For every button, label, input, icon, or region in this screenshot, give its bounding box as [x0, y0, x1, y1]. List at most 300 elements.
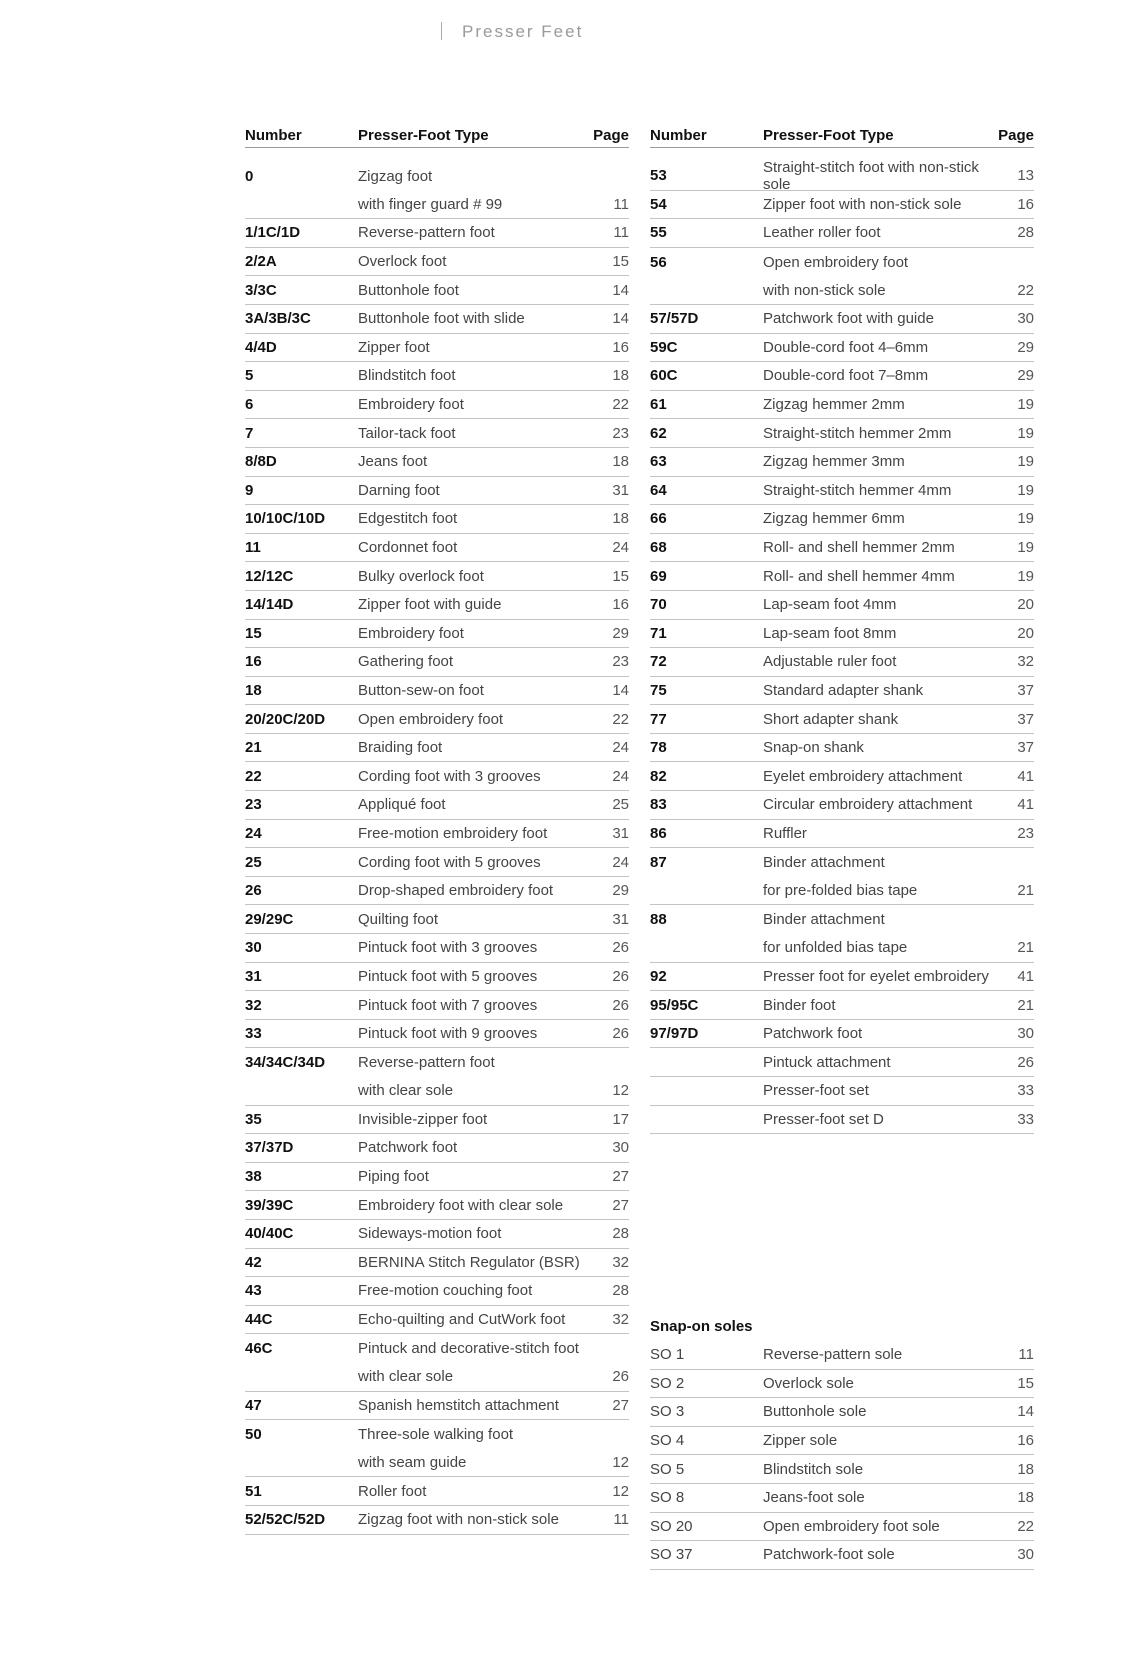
- foot-type: Reverse-pattern foot: [358, 224, 495, 242]
- page-number: 41: [1017, 767, 1034, 785]
- foot-type: Straight-stitch hemmer 4mm: [763, 481, 952, 499]
- table-row: [245, 248, 629, 277]
- header-page: Page: [593, 127, 629, 144]
- foot-type: with non-stick sole: [763, 281, 886, 299]
- foot-type: Pintuck foot with 9 grooves: [358, 1025, 538, 1043]
- foot-number: 21: [245, 739, 262, 757]
- page-number: 26: [612, 967, 629, 985]
- table-row: [650, 820, 1034, 849]
- foot-number: SO 2: [650, 1374, 685, 1392]
- page-number: 19: [1017, 424, 1034, 442]
- foot-type: Short adapter shank: [763, 710, 899, 728]
- page-number: 14: [612, 681, 629, 699]
- table-row: [245, 1306, 629, 1335]
- table-row: [650, 705, 1034, 734]
- foot-type: Standard adapter shank: [763, 681, 924, 699]
- page-number: 28: [612, 1282, 629, 1300]
- foot-type: Zipper sole: [763, 1432, 838, 1450]
- page-number: 11: [613, 195, 629, 213]
- page-number: 15: [612, 567, 629, 585]
- page-number: 32: [612, 1311, 629, 1329]
- table-row: [650, 762, 1034, 791]
- page-number: 24: [612, 739, 629, 757]
- foot-type: Bulky overlock foot: [358, 567, 484, 585]
- table-row: [650, 1455, 1034, 1484]
- page-number: 21: [1017, 939, 1034, 957]
- foot-type: Circular embroidery attachment: [763, 796, 973, 814]
- table-row: [650, 620, 1034, 649]
- table-row: [650, 1398, 1034, 1427]
- page-number: 11: [613, 1511, 629, 1529]
- table-row: [650, 448, 1034, 477]
- foot-type: Embroidery foot: [358, 396, 464, 414]
- page-title: Presser Feet: [462, 22, 584, 41]
- page-number: 19: [1017, 510, 1034, 528]
- foot-type: Pintuck foot with 7 grooves: [358, 996, 538, 1014]
- table-row: [245, 905, 629, 934]
- table-row: [650, 248, 1034, 277]
- foot-number: 32: [245, 996, 262, 1014]
- table-row: [650, 1541, 1034, 1570]
- foot-number: 47: [245, 1396, 262, 1414]
- page-number: 32: [1017, 653, 1034, 671]
- foot-number: 8/8D: [245, 453, 277, 471]
- foot-number: 11: [245, 539, 261, 557]
- page-number: 15: [612, 253, 629, 271]
- foot-number: 57/57D: [650, 310, 699, 328]
- table-row: [245, 391, 629, 420]
- page-number: 26: [612, 1025, 629, 1043]
- foot-type: Zigzag foot: [358, 167, 433, 185]
- foot-type: Presser-foot set D: [763, 1110, 884, 1128]
- foot-number: SO 5: [650, 1460, 685, 1478]
- foot-type: Open embroidery foot sole: [763, 1517, 940, 1535]
- foot-type: Overlock foot: [358, 253, 447, 271]
- foot-number: 68: [650, 539, 667, 557]
- page-number: 32: [612, 1253, 629, 1271]
- table-row: [245, 1506, 629, 1535]
- foot-number: SO 20: [650, 1517, 693, 1535]
- foot-number: 50: [245, 1425, 262, 1443]
- table-row: [245, 448, 629, 477]
- page-number: 14: [612, 281, 629, 299]
- page-number: 33: [1017, 1110, 1034, 1128]
- table-row: [245, 820, 629, 849]
- foot-number: 75: [650, 681, 667, 699]
- foot-type: Quilting foot: [358, 910, 439, 928]
- foot-number: 24: [245, 824, 262, 842]
- table-row: [245, 1048, 629, 1077]
- foot-number: 34/34C/34D: [245, 1054, 326, 1072]
- table-row: [245, 1449, 629, 1478]
- table-row: [245, 734, 629, 763]
- foot-type: with finger guard # 99: [358, 195, 503, 213]
- table-row: [650, 391, 1034, 420]
- foot-type: Straight-stitch hemmer 2mm: [763, 424, 952, 442]
- foot-type: Snap-on shank: [763, 739, 864, 757]
- table-row: [650, 877, 1034, 906]
- foot-number: 77: [650, 710, 667, 728]
- table-row: [245, 1163, 629, 1192]
- foot-type: Jeans-foot sole: [763, 1489, 865, 1507]
- foot-type: Darning foot: [358, 481, 440, 499]
- page-number: 17: [612, 1110, 629, 1128]
- page-number: 31: [612, 910, 629, 928]
- page-number: 19: [1017, 453, 1034, 471]
- table-row: [650, 1513, 1034, 1542]
- foot-type: Zipper foot with non-stick sole: [763, 195, 962, 213]
- page-number: 23: [612, 653, 629, 671]
- table-row: [650, 158, 1034, 193]
- foot-type: Jeans foot: [358, 453, 428, 471]
- foot-type: Straight-stitch foot with non-stick sole: [763, 158, 979, 193]
- foot-type: Tailor-tack foot: [358, 424, 456, 442]
- foot-number: 30: [245, 939, 262, 957]
- foot-type: with seam guide: [358, 1454, 467, 1472]
- table-body: [650, 158, 1034, 1134]
- foot-number: 1/1C/1D: [245, 224, 301, 242]
- foot-number: 38: [245, 1168, 262, 1186]
- foot-type: Roll- and shell hemmer 2mm: [763, 539, 955, 557]
- table-row: [245, 219, 629, 248]
- foot-type: Invisible-zipper foot: [358, 1110, 488, 1128]
- page-number: 24: [612, 539, 629, 557]
- table-row: [650, 419, 1034, 448]
- foot-type: BERNINA Stitch Regulator (BSR): [358, 1253, 580, 1271]
- table-row: [650, 1077, 1034, 1106]
- table-row: [650, 219, 1034, 248]
- page-number: 22: [612, 710, 629, 728]
- page-number: 19: [1017, 481, 1034, 499]
- foot-number: 51: [245, 1482, 262, 1500]
- page-number: 22: [1017, 281, 1034, 299]
- foot-number: 56: [650, 253, 667, 271]
- foot-number: 0: [245, 167, 254, 185]
- foot-number: 44C: [245, 1311, 273, 1329]
- foot-type: Cording foot with 5 grooves: [358, 853, 541, 871]
- page-number: 19: [1017, 567, 1034, 585]
- foot-type: Zigzag hemmer 3mm: [763, 453, 905, 471]
- table-column-left: [245, 120, 629, 1535]
- foot-type: Patchwork foot: [763, 1025, 863, 1043]
- foot-number: 88: [650, 911, 667, 929]
- foot-number: 40/40C: [245, 1225, 294, 1243]
- table-row: [650, 562, 1034, 591]
- header-divider: [441, 22, 442, 40]
- foot-type: Pintuck foot with 3 grooves: [358, 939, 538, 957]
- table-row: [245, 1077, 629, 1106]
- table-row: [245, 791, 629, 820]
- page-number: 20: [1017, 596, 1034, 614]
- foot-type: Leather roller foot: [763, 224, 881, 242]
- foot-number: 86: [650, 824, 667, 842]
- page-number: 29: [1017, 367, 1034, 385]
- foot-number: 70: [650, 596, 667, 614]
- table-row: [245, 477, 629, 506]
- foot-number: SO 4: [650, 1432, 685, 1450]
- foot-number: 33: [245, 1025, 262, 1043]
- foot-number: SO 3: [650, 1403, 685, 1421]
- foot-number: 61: [650, 396, 667, 414]
- foot-type: Double-cord foot 4–6mm: [763, 338, 929, 356]
- table-row: [650, 276, 1034, 305]
- foot-number: 6: [245, 396, 254, 414]
- page-number: 16: [612, 338, 629, 356]
- foot-number: 7: [245, 424, 254, 442]
- table-row: [650, 1341, 1034, 1370]
- table-row: [245, 1191, 629, 1220]
- page-number: 13: [1017, 167, 1034, 185]
- foot-type: Spanish hemstitch attachment: [358, 1396, 559, 1414]
- table-row: [245, 1363, 629, 1392]
- table-row: [650, 191, 1034, 220]
- foot-number: 62: [650, 424, 667, 442]
- table-row: [650, 305, 1034, 334]
- page-number: 37: [1017, 681, 1034, 699]
- table-row: [245, 1334, 629, 1363]
- foot-number: 26: [245, 882, 262, 900]
- foot-type: Braiding foot: [358, 739, 443, 757]
- page-number: 12: [612, 1082, 629, 1100]
- table-row: [650, 648, 1034, 677]
- foot-type: Buttonhole foot with slide: [358, 310, 525, 328]
- page-number: 41: [1017, 796, 1034, 814]
- table-row: [245, 1277, 629, 1306]
- page-number: 18: [1017, 1489, 1034, 1507]
- table-row: [650, 1106, 1034, 1135]
- foot-number: 69: [650, 567, 667, 585]
- page-number: 12: [612, 1454, 629, 1472]
- foot-type: Roller foot: [358, 1482, 427, 1500]
- page-number: 30: [1017, 1546, 1034, 1564]
- table-row: [245, 1249, 629, 1278]
- foot-number: 15: [245, 624, 262, 642]
- table-row: [650, 477, 1034, 506]
- foot-type: Reverse-pattern sole: [763, 1346, 903, 1364]
- foot-number: 66: [650, 510, 667, 528]
- page-number: 30: [612, 1139, 629, 1157]
- table-row: [650, 734, 1034, 763]
- foot-number: 83: [650, 796, 667, 814]
- page-number: 16: [1017, 1432, 1034, 1450]
- page-number: 18: [1017, 1460, 1034, 1478]
- page-number: 16: [1017, 195, 1034, 213]
- foot-number: 29/29C: [245, 910, 294, 928]
- table-body: [245, 162, 629, 1535]
- page-number: 27: [612, 1396, 629, 1414]
- foot-type: Edgestitch foot: [358, 510, 458, 528]
- page-number: 26: [612, 1368, 629, 1386]
- table-header: [245, 120, 629, 148]
- foot-number: 78: [650, 739, 667, 757]
- running-header: [441, 22, 583, 42]
- foot-type: Piping foot: [358, 1168, 429, 1186]
- foot-number: 31: [245, 967, 262, 985]
- foot-number: 39/39C: [245, 1196, 294, 1214]
- page-number: 29: [612, 882, 629, 900]
- table-row: [245, 362, 629, 391]
- page-number: 22: [1017, 1517, 1034, 1535]
- page-number: 25: [612, 796, 629, 814]
- foot-type: Patchwork foot with guide: [763, 310, 934, 328]
- page-number: 30: [1017, 1025, 1034, 1043]
- table-row: [650, 534, 1034, 563]
- table-row: [245, 934, 629, 963]
- page-number: 11: [613, 224, 629, 242]
- foot-type: Pintuck and decorative-stitch foot: [358, 1340, 579, 1358]
- foot-type: Adjustable ruler foot: [763, 653, 897, 671]
- table-row: [245, 1392, 629, 1421]
- foot-type: Roll- and shell hemmer 4mm: [763, 567, 955, 585]
- foot-number: 3A/3B/3C: [245, 310, 311, 328]
- foot-number: 16: [245, 653, 262, 671]
- page-number: 37: [1017, 710, 1034, 728]
- foot-number: 2/2A: [245, 253, 277, 271]
- page-number: 15: [1017, 1374, 1034, 1392]
- foot-number: 72: [650, 653, 667, 671]
- table-row: [650, 905, 1034, 934]
- foot-type: Zipper foot: [358, 338, 430, 356]
- foot-type: Pintuck attachment: [763, 1053, 891, 1071]
- foot-number: 87: [650, 854, 667, 872]
- header-number: Number: [245, 127, 302, 144]
- table-row: [650, 1370, 1034, 1399]
- page-number: 27: [612, 1196, 629, 1214]
- foot-number: 64: [650, 481, 667, 499]
- foot-number: 5: [245, 367, 254, 385]
- table-row: [650, 677, 1034, 706]
- foot-type: Blindstitch sole: [763, 1460, 864, 1478]
- foot-number: SO 8: [650, 1489, 685, 1507]
- page-number: 41: [1017, 967, 1034, 985]
- page-number: 26: [1017, 1053, 1034, 1071]
- page-number: 19: [1017, 396, 1034, 414]
- page-number: 11: [1018, 1346, 1034, 1364]
- foot-type: Binder foot: [763, 996, 836, 1014]
- foot-type: Presser-foot set: [763, 1082, 869, 1100]
- foot-number: 18: [245, 681, 262, 699]
- page-number: 37: [1017, 739, 1034, 757]
- table-row: [245, 591, 629, 620]
- foot-type: with clear sole: [358, 1082, 454, 1100]
- page-number: 31: [612, 824, 629, 842]
- foot-type: Open embroidery foot: [763, 253, 909, 271]
- page-number: 27: [612, 1168, 629, 1186]
- table-row: [650, 991, 1034, 1020]
- table-row: [650, 963, 1034, 992]
- foot-type: Pintuck foot with 5 grooves: [358, 967, 538, 985]
- foot-type: Drop-shaped embroidery foot: [358, 882, 554, 900]
- table-row: [245, 877, 629, 906]
- table-row: [245, 562, 629, 591]
- foot-type: Buttonhole foot: [358, 281, 459, 299]
- page-number: 28: [1017, 224, 1034, 242]
- table-row: [245, 276, 629, 305]
- table-row: [245, 534, 629, 563]
- header-type: Presser-Foot Type: [358, 127, 489, 144]
- page-number: 29: [1017, 338, 1034, 356]
- foot-type: Presser foot for eyelet embroidery: [763, 967, 989, 985]
- foot-number: 46C: [245, 1340, 273, 1358]
- table-row: [650, 791, 1034, 820]
- table-row: [245, 620, 629, 649]
- page-number: 26: [612, 939, 629, 957]
- foot-type: Embroidery foot with clear sole: [358, 1196, 564, 1214]
- foot-type: Patchwork foot: [358, 1139, 458, 1157]
- table-row: [650, 334, 1034, 363]
- table-row: [245, 1420, 629, 1449]
- foot-type: Ruffler: [763, 824, 807, 842]
- table-column-right: [650, 120, 1034, 1134]
- page-number: 12: [612, 1482, 629, 1500]
- foot-type: Cording foot with 3 grooves: [358, 767, 541, 785]
- foot-type: Echo-quilting and CutWork foot: [358, 1311, 566, 1329]
- foot-number: 4/4D: [245, 338, 277, 356]
- table-row: [245, 1134, 629, 1163]
- foot-type: Button-sew-on foot: [358, 681, 484, 699]
- header-number: Number: [650, 127, 707, 144]
- foot-type: Open embroidery foot: [358, 710, 504, 728]
- page-number: 21: [1017, 996, 1034, 1014]
- foot-type: Lap-seam foot 8mm: [763, 624, 897, 642]
- foot-number: 63: [650, 453, 667, 471]
- foot-number: 3/3C: [245, 281, 277, 299]
- table-row: [245, 677, 629, 706]
- foot-type: for unfolded bias tape: [763, 939, 908, 957]
- page-number: 18: [612, 453, 629, 471]
- foot-type: Gathering foot: [358, 653, 454, 671]
- page-number: 24: [612, 767, 629, 785]
- page-number: 26: [612, 996, 629, 1014]
- foot-number: 55: [650, 224, 667, 242]
- table-header: [650, 120, 1034, 148]
- table-row: [245, 705, 629, 734]
- table-row: [650, 934, 1034, 963]
- foot-type: Zigzag hemmer 6mm: [763, 510, 905, 528]
- foot-type: Free-motion embroidery foot: [358, 824, 548, 842]
- foot-type: Free-motion couching foot: [358, 1282, 533, 1300]
- page-number: 22: [612, 396, 629, 414]
- foot-type: Sideways-motion foot: [358, 1225, 502, 1243]
- foot-number: 60C: [650, 367, 678, 385]
- table-row: [650, 505, 1034, 534]
- table-row: [650, 1484, 1034, 1513]
- table-row: [245, 762, 629, 791]
- snap-on-soles-title: Snap-on soles: [650, 1318, 753, 1335]
- table-row: [650, 1427, 1034, 1456]
- table-row: [245, 1477, 629, 1506]
- foot-number: 52/52C/52D: [245, 1511, 326, 1529]
- foot-number: 37/37D: [245, 1139, 294, 1157]
- table-row: [245, 305, 629, 334]
- foot-type: Zigzag hemmer 2mm: [763, 396, 905, 414]
- foot-number: 54: [650, 195, 667, 213]
- table-row: [245, 1020, 629, 1049]
- foot-number: SO 1: [650, 1346, 685, 1364]
- foot-number: 10/10C/10D: [245, 510, 326, 528]
- table-row: [245, 648, 629, 677]
- table-row: [245, 963, 629, 992]
- foot-number: 82: [650, 767, 667, 785]
- foot-type: Three-sole walking foot: [358, 1425, 514, 1443]
- foot-type: Embroidery foot: [358, 624, 464, 642]
- foot-number: 53: [650, 167, 667, 185]
- foot-type: Patchwork-foot sole: [763, 1546, 895, 1564]
- table-row: [650, 848, 1034, 877]
- page-number: 33: [1017, 1082, 1034, 1100]
- page-number: 14: [612, 310, 629, 328]
- snap-on-soles-list: [650, 1341, 1034, 1570]
